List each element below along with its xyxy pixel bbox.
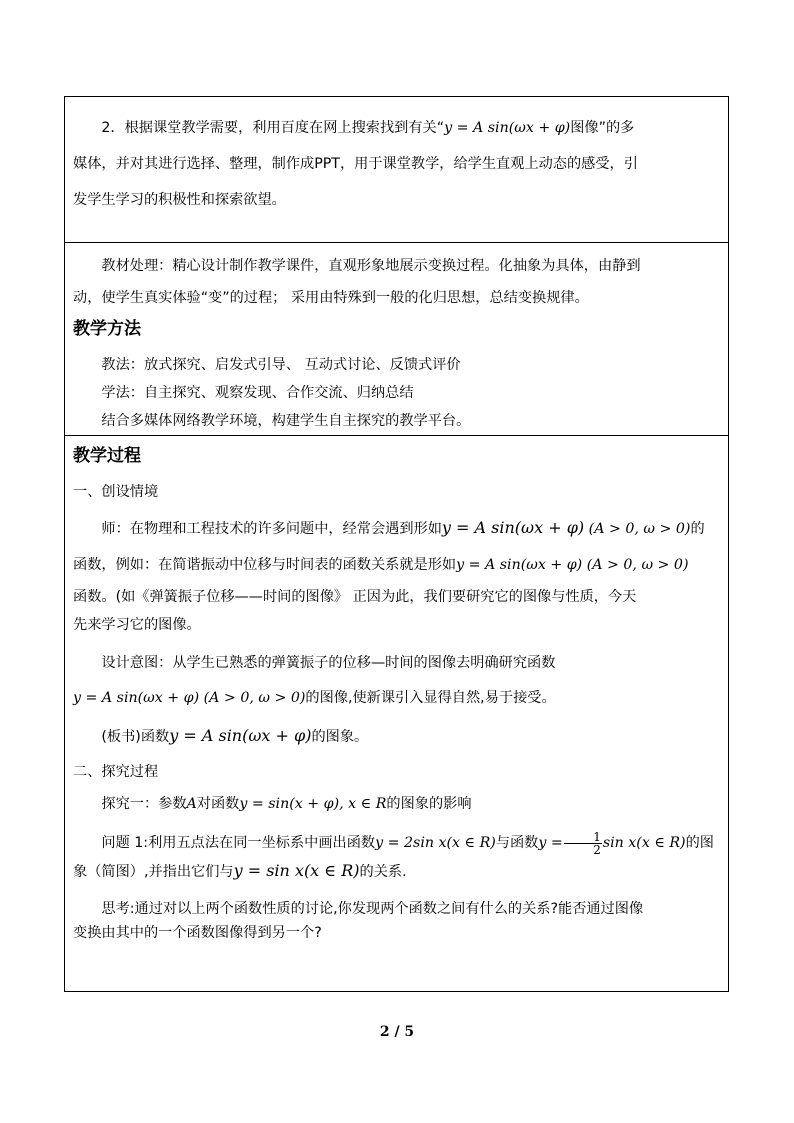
formula-b: y = A sin(ωx + φ) [456,557,583,573]
media-cell [65,97,729,243]
design-intent-line: 设计意图：从学生已熟悉的弹簧振子的位移—时间的图像去明确研究函数 [101,655,556,671]
formula-j: y = sin x(x ∈ R) [233,861,360,880]
lesson-plan-table [64,96,729,992]
learn-method-line: 学法：自主探究、观察发现、合作交流、归纳总结 [101,385,414,401]
page-number: 2 / 5 [379,1024,415,1040]
spring-oscillator-line: 函数。(如《弹簧振子位移——时间的图像》 正因为此，我们要研究它的图像与性质，今天 先来学习它的图像。 [73,589,637,633]
material-processing-paragraph: 教材处理：精心设计制作教学课件，直观形象地展示变换过程。化抽象为具体，由静到 动，使学生真实体验“变”的过程； 采用由特殊到一般的化归思想，总结变换规律。 [73,258,641,306]
platform-line: 结合多媒体网络教学环境，构建学生自主探究的教学平台。 [101,413,471,429]
teach-method-line: 教法：放式探究、启发式引导、 互动式讨论、反馈式评价 [101,357,461,373]
formula-h: y = 2sin x(x ∈ R) [375,835,496,851]
exploration-one-line: 探究一：参数A对函数y = sin(x + φ), x ∈ R的图象的影响 [101,796,472,812]
function-example-line: 函数，例如：在简谐振动中位移与时间表的函数关系就是形如y = A sin(ωx + φ) (A > 0, ω > 0) [73,557,689,573]
section-create-situation: 一、创设情境 [73,484,159,500]
design-intent-formula-line: y = A sin(ωx + φ) (A > 0, ω > 0)的图像,使新课引入显得自然,易于接受。 [73,690,556,706]
thinking-paragraph: 思考:通过对以上两个函数性质的讨论,你发现两个函数之间有什么的关系?能否通过图像 变换由其中的一个函数图像得到另一个? [73,901,644,941]
condition-e: (A > 0, ω > 0) [203,690,306,706]
board-writing-line: (板书)函数y = A sin(ωx + φ)的图象。 [101,726,369,745]
process-cell [65,436,729,992]
formula-f: y = A sin(ωx + φ) [169,726,312,745]
teacher-paragraph: 师：在物理和工程技术的许多问题中，经常会遇到形如y = A sin(ωx + φ) (A > 0, ω > 0)的 [101,518,705,537]
condition-a: (A > 0, ω > 0) [588,521,691,537]
formula-i: sin x(x ∈ R) [602,835,686,851]
formula-y-asin: y = A sin(ωx + φ) [444,120,571,136]
question-one-line-two: 象（简图）,并指出它们与y = sin x(x ∈ R)的关系. [73,861,407,880]
question-one-line: 问题 1:利用五点法在同一坐标系中画出函数y = 2sin x(x ∈ R)与函数y = $\frac{1}{2}$ sin x(x ∈ R)的图 [101,829,714,857]
section-exploration: 二、探究过程 [73,764,159,780]
formula-e: y = A sin(ωx + φ) [73,690,200,706]
method-cell [65,243,729,436]
formula-a: y = A sin(ωx + φ) [441,518,585,537]
condition-b: (A > 0, ω > 0) [586,557,689,573]
media-paragraph: 2．根据课堂教学需要，利用百度在网上搜索找到有关“y = A sin(ωx + φ)图像”的多 媒体，并对其进行选择、整理，制作成PPT，用于课堂教学，给学生直观上动态的感受，引 发学生学习的积极性和探索欲望。 [73,120,638,208]
teaching-process-heading: 教学过程 [73,446,141,466]
formula-g: y = sin(x + φ), x ∈ R [239,796,387,812]
teaching-method-heading: 教学方法 [73,319,141,339]
fraction-one-half: $\frac{1}{2}$ [564,831,602,856]
